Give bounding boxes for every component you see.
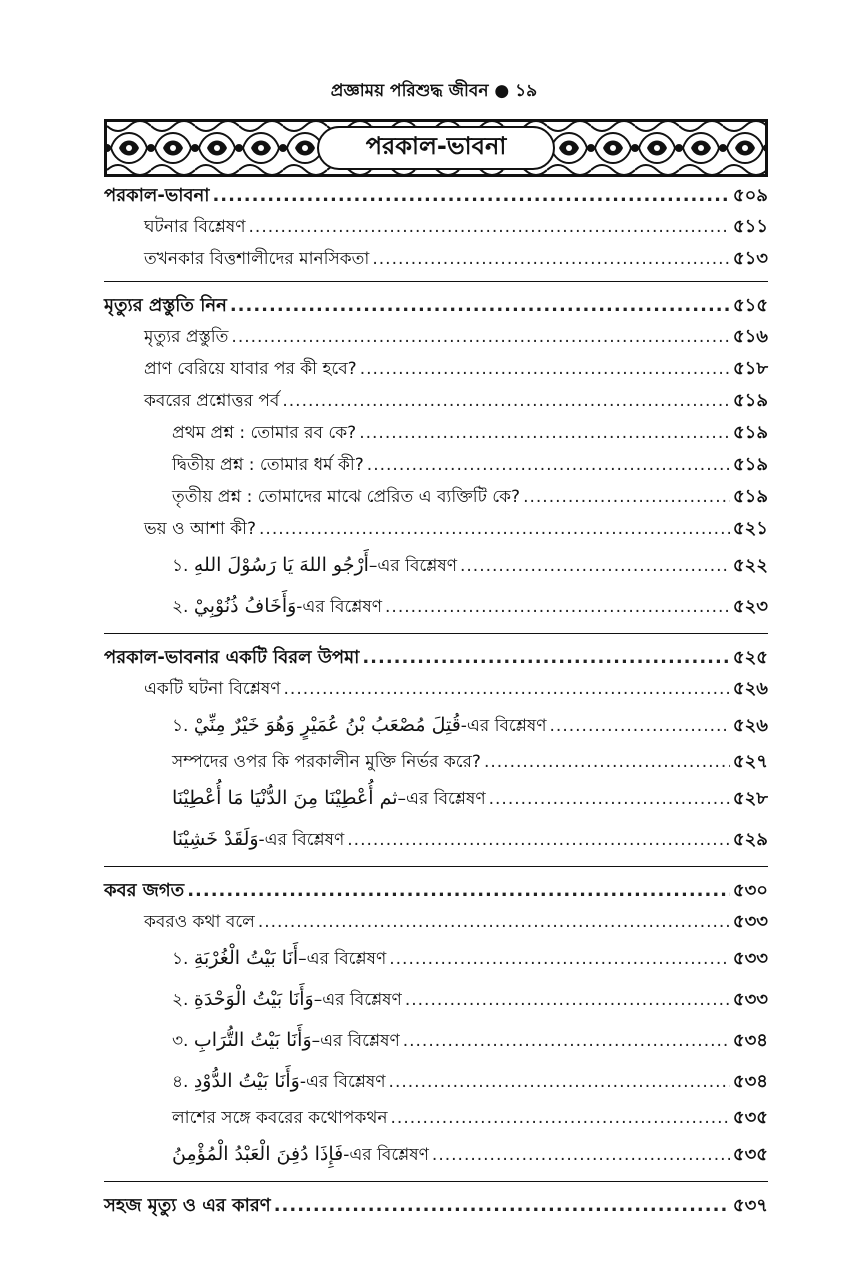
toc-section [104, 282, 768, 634]
toc-entry-heading: পরকাল-ভাবনার একটি বিরল উপমা ..... ৫২৫ [104, 642, 768, 673]
toc-entry-arabic: ১. أَنَا بَيْتُ الْغُرْبَةِ–এর বিশ্লেষণ ..... ৫৩৩ [104, 938, 768, 979]
banner-title-plate [317, 126, 555, 170]
toc-entry-heading: মৃত্যুর প্রস্তুতি নিন ..... ৫১৫ [104, 290, 768, 321]
toc-entry-arabic: ২. وَأَخَافُ ذُنُوْبِيْ-এর বিশ্লেষণ ..... ৫২৩ [104, 586, 768, 627]
toc-entry-arabic: ثم أُعْطِيْنَا مِنَ الدُّنْيَا مَا أُعْطِيْنَا–এর বিশ্লেষণ ..... ৫২৮ [104, 778, 768, 819]
toc-entry: সম্পদের ওপর কি পরকালীন মুক্তি নির্ভর করে? ..... ৫২৭ [104, 746, 768, 778]
toc-entry-arabic: ১. أَرْجُو اللهَ يَا رَسُوْلَ اللهِ–এর বিশ্লেষণ ..... ৫২২ [104, 545, 768, 586]
chapter-title: পরকাল-ভাবনা [365, 132, 507, 160]
toc-entry-arabic: وَلَقَدْ خَشِيْنَا-এর বিশ্লেষণ ..... ৫২৯ [104, 819, 768, 860]
toc-entry-heading: কবর জগত ..... ৫৩০ [104, 875, 768, 906]
running-head: প্রজ্ঞাময় পরিশুদ্ধ জীবন ● ১৯ [330, 81, 538, 101]
toc-entry: প্রথম প্রশ্ন : তোমার রব কে? ..... ৫১৯ [104, 417, 768, 449]
toc-entry: তৃতীয় প্রশ্ন : তোমাদের মাঝে প্রেরিত এ ব্যক্তিটি কে? ..... ৫১৯ [104, 481, 768, 513]
toc-entry-arabic: فَإِذَا دُفِنَ الْعَبْدُ الْمُؤْمِنُ-এর বিশ্লেষণ ..... ৫৩৫ [104, 1134, 768, 1175]
toc-entry: একটি ঘটনা বিশ্লেষণ ..... ৫২৬ [104, 673, 768, 705]
toc-entry: মৃত্যুর প্রস্তুতি ..... ৫১৬ [104, 321, 768, 353]
toc-entry: তখনকার বিত্তশালীদের মানসিকতা ..... ৫১৩ [104, 243, 768, 275]
toc-section [104, 1182, 768, 1221]
toc-entry: কবরও কথা বলে ..... ৫৩৩ [104, 906, 768, 938]
toc-section [104, 180, 768, 282]
toc-entry-arabic: ২. وَأَنَا بَيْتُ الْوَحْدَةِ–এর বিশ্লেষণ ..... ৫৩৩ [104, 979, 768, 1020]
toc-entry: ভয় ও আশা কী? ..... ৫২১ [104, 513, 768, 545]
toc-entry-arabic: ১. قُتِلَ مُصْعَبُ بْنُ عُمَيْرٍ وَهُوَ خَيْرٌ مِنِّيْ-এর বিশ্লেষণ ..... ৫২৬ [104, 705, 768, 746]
toc-entry-arabic: ৪. وَأَنَا بَيْتُ الدُّوْدِ-এর বিশ্লেষণ ..... ৫৩৪ [104, 1061, 768, 1102]
toc-section [104, 867, 768, 1182]
toc-entry: কবরের প্রশ্নোত্তর পর্ব ..... ৫১৯ [104, 385, 768, 417]
toc-entry: প্রাণ বেরিয়ে যাবার পর কী হবে? ..... ৫১৮ [104, 353, 768, 385]
toc-entry: দ্বিতীয় প্রশ্ন : তোমার ধর্ম কী? ..... ৫১৯ [104, 449, 768, 481]
chapter-banner [104, 119, 768, 177]
toc-section [104, 634, 768, 867]
toc-entry-heading: সহজ মৃত্যু ও এর কারণ ..... ৫৩৭ [104, 1190, 768, 1221]
toc-entry: ঘটনার বিশ্লেষণ ..... ৫১১ [104, 211, 768, 243]
toc-entry-arabic: ৩. وَأَنَا بَيْتُ التُّرَابِ–এর বিশ্লেষণ ..... ৫৩৪ [104, 1020, 768, 1061]
toc-entry-heading: পরকাল-ভাবনা ..... ৫০৯ [104, 180, 768, 211]
table-of-contents [104, 180, 768, 1221]
toc-entry: লাশের সঙ্গে কবরের কথোপকথন ..... ৫৩৫ [104, 1102, 768, 1134]
